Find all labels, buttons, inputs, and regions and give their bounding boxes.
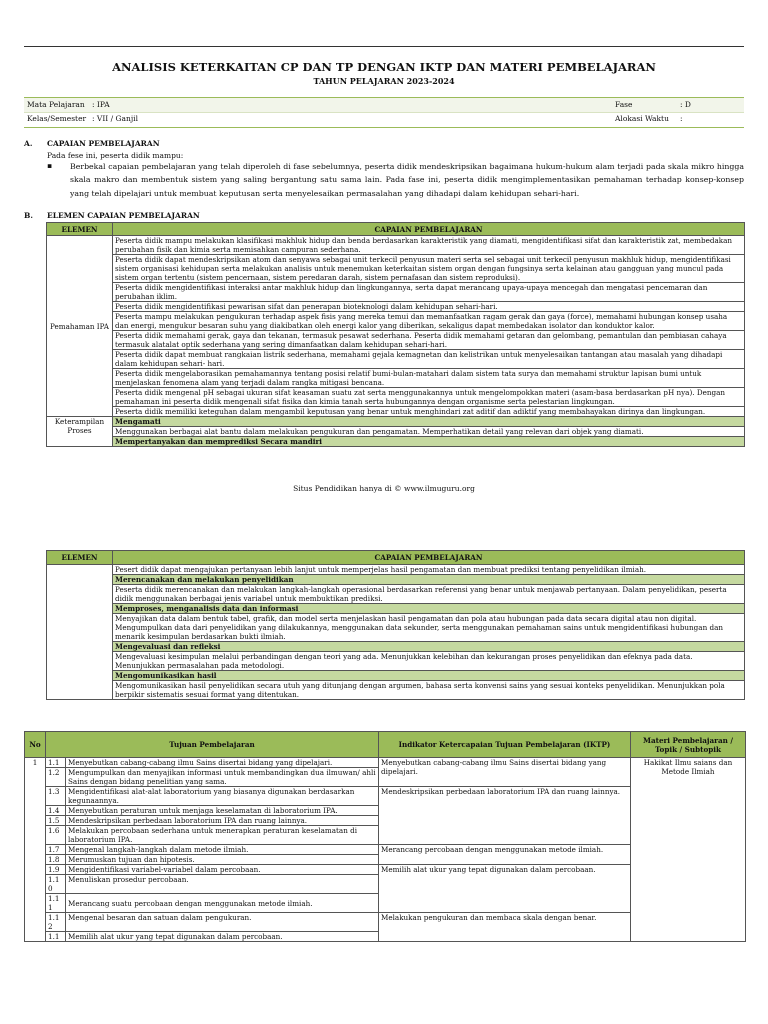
cp-subheading: Memproses, menganalisis data dan informasi xyxy=(113,604,745,614)
cp-row: Peserta didik dapat membuat rangkaian listrik sederhana, memahami gejala kemagnetan dan kelistrikan untuk menyelesaikan tantangan atau masalah yang dihadapi dalam kehidupan sehari- hari. xyxy=(113,350,745,369)
cp-row: Peserta mampu melakukan pengukuran terhadap aspek fisis yang mereka temui dan memanfaatkan ragam gerak dan gaya (force), memahami hubungan konsep usaha dan energi, mengukur besaran suhu yang diakibatkan oleh energi kalor yang diberikan, sekaligus dapat membedakan isolator dan konduktor kalor. xyxy=(113,312,745,331)
tp-number: 1.3 xyxy=(46,787,66,806)
meta-row-2 xyxy=(24,112,744,126)
tp-number: 1.4 xyxy=(46,806,66,816)
footer-credit: Situs Pendidikan hanya di © www.ilmuguru.org xyxy=(293,484,475,493)
cp-subheading: Mengevaluasi dan refleksi xyxy=(113,642,745,652)
iktp-text: Mendeskripsikan perbedaan laboratorium IPA dan ruang lainnya. xyxy=(379,787,631,845)
cp-row: Pesert didik dapat mengajukan pertanyaan lebih lanjut untuk memperjelas hasil pengamatan dan membuat prediksi tentang penyelidikan ilmiah. xyxy=(113,565,745,575)
page-subtitle: TAHUN PELAJARAN 2023-2024 xyxy=(313,76,455,86)
tp-number: 1.1 1 xyxy=(46,894,66,913)
meta-info xyxy=(24,97,744,128)
cp-paragraph: Berbekal capaian pembelajaran yang telah diperoleh di fase sebelumnya, peserta didik mendeskripsikan bagaimana hukum-hukum alam terjadi pada skala mikro hingga skala makro dan membentuk sistem yang saling bergantung satu sama lain. Pada fase ini, peserta didik mengimplementasikan pemahaman terhadap konsep-konsep yang telah dipelajari untuk membuat keputusan serta menyelesaikan permasalahan yang dihadapi dalam kehidupan sehari-hari. xyxy=(70,162,744,198)
cp-row: Peserta didik memiliki keteguhan dalam mengambil keputusan yang benar untuk menghindari zat aditif dan adiktif yang membahayakan dirinya dan lingkungan. xyxy=(113,407,745,417)
ket-heading: Mengamati xyxy=(113,417,745,427)
cp-row: Peserta didik mengidentifikasi pewarisan sifat dan penerapan bioteknologi dalam kehidupan sehari-hari. xyxy=(113,302,745,312)
col-iktp: Indikator Ketercapaian Tujuan Pembelajaran (IKTP) xyxy=(379,732,631,758)
tp-text: Melakukan percobaan sederhana untuk menerapkan peraturan keselamatan di laboratorium IPA. xyxy=(66,826,379,845)
cp-row: Peserta didik mengenal pH sebagai ukuran sifat keasaman suatu zat serta menggunakannya untuk mengelompokkan materi (asam-basa berdasarkan pH nya). Dengan pemahaman ini peserta didik mengenali sifat fisika dan kimia tanah serta hubungannya dengan organisme serta pelestarian lingkungan. xyxy=(113,388,745,407)
tp-text: Menuliskan prosedur percobaan. xyxy=(66,875,379,894)
kelas-value: : VII / Ganjil xyxy=(92,114,138,123)
tp-text: Menyebutkan peraturan untuk menjaga keselamatan di laboratorium IPA. xyxy=(66,806,379,816)
tp-number: 1.1 xyxy=(46,932,66,942)
tp-text: Merumuskan tujuan dan hipotesis. xyxy=(66,855,379,865)
col-tp: Tujuan Pembelajaran xyxy=(46,732,379,758)
iktp-text: Memilih alat ukur yang tepat digunakan dalam percobaan. xyxy=(379,865,631,913)
cp-row: Peserta didik merencanakan dan melakukan langkah-langkah operasional berdasarkan referensi yang benar untuk menjawab pertanyaan. Dalam penyelidikan, peserta didik menggunakan berbagai jenis variabel untuk membuktikan prediksi. xyxy=(113,585,745,604)
mapel-value: : IPA xyxy=(92,100,110,109)
col-capaian: CAPAIAN PEMBELAJARAN xyxy=(113,551,745,565)
row-number: 1 xyxy=(25,758,46,942)
col-elemen: ELEMEN xyxy=(47,551,113,565)
fase-value: : D xyxy=(680,100,691,109)
tp-text: Mengidentifikasi alat-alat laboratorium yang biasanya digunakan berdasarkan kegunaannya. xyxy=(66,787,379,806)
elemen-table-continued xyxy=(46,550,745,700)
col-materi: Materi Pembelajaran / Topik / Subtopik xyxy=(631,732,746,758)
tp-iktp-table xyxy=(24,731,746,942)
elemen-cell-empty xyxy=(47,565,113,700)
col-no: No xyxy=(25,732,46,758)
ket-row: Menggunakan berbagai alat bantu dalam melakukan pengukuran dan pengamatan. Memperhatikan detail yang relevan dari objek yang diamati. xyxy=(113,427,745,437)
cp-subheading: Merencanakan dan melakukan penyelidikan xyxy=(113,575,745,585)
cp-row: Peserta didik mengelaborasikan pemahamannya tentang posisi relatif bumi-bulan-matahari dalam sistem tata surya dan memahami struktur lapisan bumi untuk menjelaskan fenomena alam yang terjadi dalam rangka mitigasi bencana. xyxy=(113,369,745,388)
cp-subheading: Mengomunikasikan hasil xyxy=(113,671,745,681)
iktp-text: Merancang percobaan dengan menggunakan metode ilmiah. xyxy=(379,845,631,865)
section-a-heading: CAPAIAN PEMBELAJARAN xyxy=(47,139,160,148)
section-b-heading: ELEMEN CAPAIAN PEMBELAJARAN xyxy=(47,211,200,220)
top-rule xyxy=(24,46,744,47)
tp-number: 1.1 2 xyxy=(46,913,66,932)
cp-row: Menyajikan data dalam bentuk tabel, grafik, dan model serta menjelaskan hasil pengamatan dan pola atau hubungan pada data secara digital atau non digital. Mengumpulkan data dari penyelidikan yang dilakukannya, menggunakan data sekunder, serta menggunakan pemahaman sains untuk mengidentifikasi hubungan dan menarik kesimpulan berdasarkan bukti ilmiah. xyxy=(113,614,745,642)
tp-text: Menyebutkan cabang-cabang ilmu Sains disertai bidang yang dipelajari. xyxy=(66,758,379,768)
cp-row: Mengomunikasikan hasil penyelidikan secara utuh yang ditunjang dengan argumen, bahasa serta konvensi sains yang sesuai konteks penyelidikan. Menunjukkan pola berpikir sistematis sesuai format yang ditentukan. xyxy=(113,681,745,700)
tp-number: 1.6 xyxy=(46,826,66,845)
section-a-letter: A. xyxy=(24,139,33,148)
tp-number: 1.9 xyxy=(46,865,66,875)
section-a-intro: Pada fese ini, peserta didik mampu: xyxy=(47,151,184,160)
tp-number: 1.7 xyxy=(46,845,66,855)
kelas-label: Kelas/Semester xyxy=(27,114,87,123)
tp-number: 1.1 0 xyxy=(46,875,66,894)
cp-row: Peserta didik mampu melakukan klasifikasi makhluk hidup dan benda berdasarkan karakteristik yang diamati, mengidentifikasi sifat dan karakteristik zat, membedakan perubahan fisik dan kimia serta memisahkan campuran sederhana. xyxy=(113,236,745,255)
page-title: ANALISIS KETERKAITAN CP DAN TP DENGAN IKTP DAN MATERI PEMBELAJARAN xyxy=(112,60,656,74)
cp-row: Mengevaluasi kesimpulan melalui perbandingan dengan teori yang ada. Menunjukkan kelebihan dan kekurangan proses penyelidikan dan efeknya pada data. Menunjukkan permasalahan pada metodologi. xyxy=(113,652,745,671)
elemen-keterampilan: Keterampilan Proses xyxy=(47,417,113,447)
tp-text: Mengenal langkah-langkah dalam metode ilmiah. xyxy=(66,845,379,855)
cp-row: Peserta didik mengidentifikasi interaksi antar makhluk hidup dan lingkungannya, serta dapat merancang upaya-upaya mencegah dan mengatasi pencemaran dan perubahan iklim. xyxy=(113,283,745,302)
elemen-table xyxy=(46,222,745,447)
tp-text: Memilih alat ukur yang tepat digunakan dalam percobaan. xyxy=(66,932,379,942)
ket-heading: Mempertanyakan dan memprediksi Secara mandiri xyxy=(113,437,745,447)
tp-number: 1.8 xyxy=(46,855,66,865)
alokasi-value: : xyxy=(680,114,683,123)
meta-row-1 xyxy=(24,98,744,113)
tp-number: 1.5 xyxy=(46,816,66,826)
section-b-letter: B. xyxy=(24,211,33,220)
tp-number: 1.1 xyxy=(46,758,66,768)
tp-text: Merancang suatu percobaan dengan menggunakan metode ilmiah. xyxy=(66,894,379,913)
alokasi-label: Alokasi Waktu xyxy=(615,114,669,123)
bullet-marker: ▪ xyxy=(47,161,53,170)
tp-text: Mengidentifikasi variabel-variabel dalam percobaan. xyxy=(66,865,379,875)
materi-text: Hakikat Ilmu saians dan Metode Ilmiah xyxy=(631,758,746,942)
cp-row: Peserta didik dapat mendeskripsikan atom dan senyawa sebagai unit terkecil penyusun materi serta sel sebagai unit terkecil penyusun makhluk hidup, mengidentifikasi sistem organisasi kehidupan serta melakukan analisis untuk menemukan keterkaitan sistem organ dengan fungsinya serta kelainan atau gangguan yang muncul pada sistem organ tertentu (sistem pencernaan, sistem peredaran darah, sistem pernafasan dan sistem reproduksi). xyxy=(113,255,745,283)
tp-number: 1.2 xyxy=(46,768,66,787)
elemen-pemahaman: Pemahaman IPA xyxy=(47,236,113,417)
tp-text: Mendeskripsikan perbedaan laboratorium IPA dan ruang lainnya. xyxy=(66,816,379,826)
iktp-text: Menyebutkan cabang-cabang ilmu Sains disertai bidang yang dipelajari. xyxy=(379,758,631,787)
cp-row: Peserta didik memahami gerak, gaya dan tekanan, termasuk pesawat sederhana. Peserta didik memahami getaran dan gelombang, pemantulan dan pembiasan cahaya termasuk alatalat optik sederhana yang sering dimanfaatkan dalam kehidupan sehari-hari. xyxy=(113,331,745,350)
tp-text: Mengumpulkan dan menyajikan informasi untuk membandingkan dua ilmuwan/ ahli Sains dengan bidang penelitian yang sama. xyxy=(66,768,379,787)
col-capaian: CAPAIAN PEMBELAJARAN xyxy=(113,223,745,236)
iktp-text: Melakukan pengukuran dan membaca skala dengan benar. xyxy=(379,913,631,942)
fase-label: Fase xyxy=(615,100,633,109)
mapel-label: Mata Pelajaran xyxy=(27,100,85,109)
col-elemen: ELEMEN xyxy=(47,223,113,236)
tp-text: Mengenal besaran dan satuan dalam pengukuran. xyxy=(66,913,379,932)
